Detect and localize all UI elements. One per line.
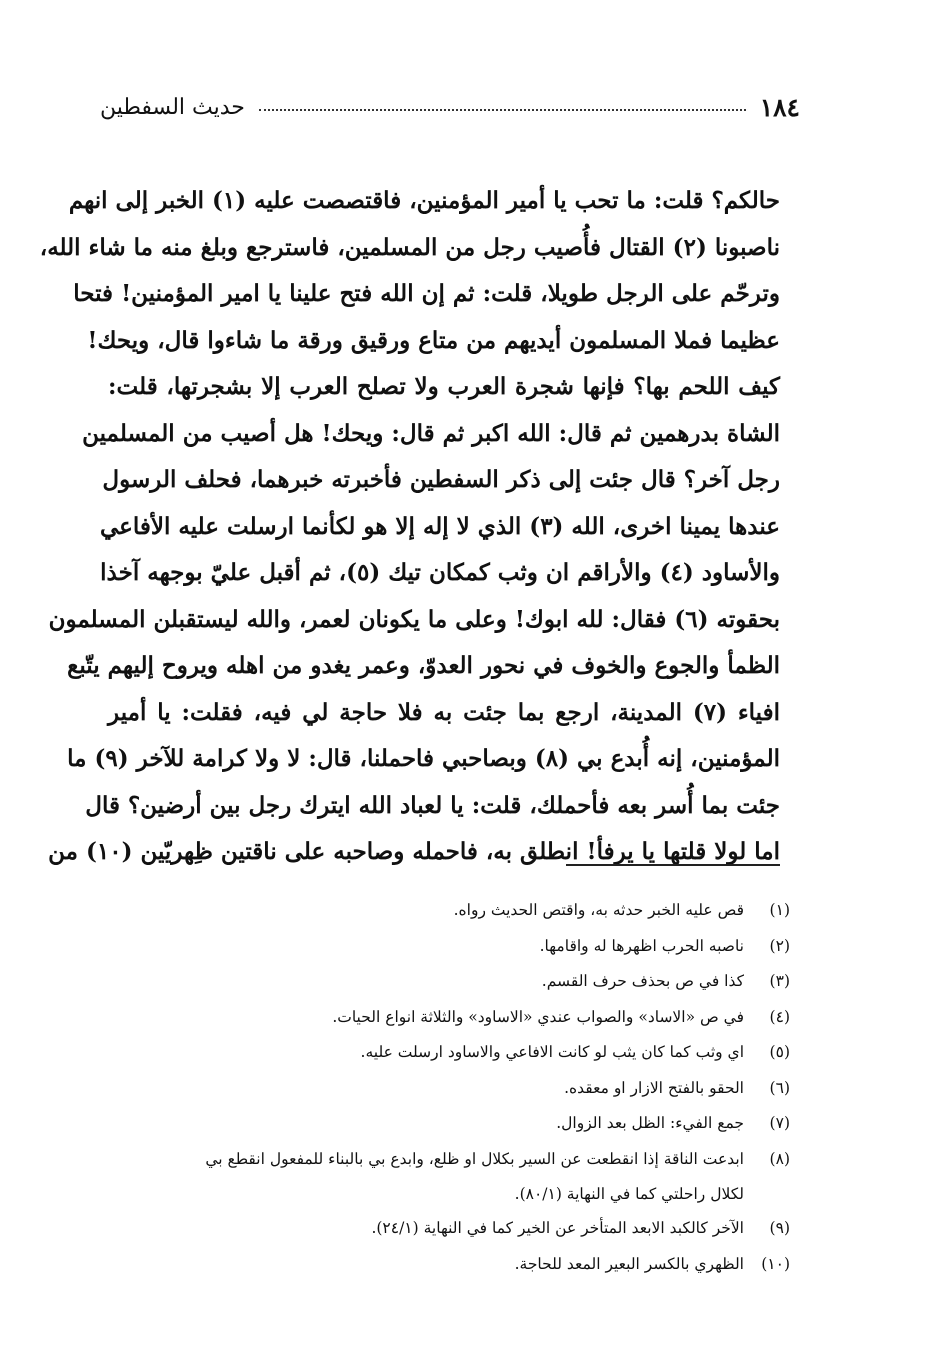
- footnote: [110, 929, 790, 965]
- footnote-number: (٥): [769, 1043, 790, 1061]
- footnote: [110, 1071, 790, 1107]
- footnote-text: الآخر كالكبد الابعد المتأخر عن الخير كما في النهاية (٢٤/١).: [371, 1219, 744, 1237]
- footnote-text: جمع الفيء: الظل بعد الزوال.: [556, 1114, 744, 1132]
- footnote-text: في ص «الاساد» والصواب عندي «الاساود» والثلاثة انواع الحيات.: [332, 1007, 744, 1026]
- text-line: بحقوته (٦) فقال: لله ابوك! وعلى ما يكونان لعمر، والله ليستقبلن المسلمون: [48, 605, 780, 633]
- header-dotted-leader: [259, 109, 746, 111]
- text-line: اما لولا قلتها يا يرفأ! انطلق به، فاحمله وصاحبه على ناقتين ظِهريّين (١٠) من: [48, 838, 780, 865]
- footnote: [110, 964, 790, 1000]
- footnote-text: قص عليه الخبر حدثه به، واقتص الحديث رواه.: [453, 901, 744, 919]
- footnote: [110, 893, 790, 929]
- text-line: المؤمنين، إنه أُبدع بي (٨) وبصاحبي فاحملنا، قال: لا ولا كرامة للآخر (٩) ما: [67, 745, 780, 772]
- footnote-number: (١): [769, 901, 790, 919]
- text-line: رجل آخر؟ قال جئت إلى ذكر السفطين فأخبرته خبرهما، فحلف الرسول: [102, 466, 780, 493]
- footnote-text: ابدعت الناقة إذا انقطعت عن السير بكلال او ظلع، وابدع بي بالبناء للمفعول انقطع بي: [205, 1149, 744, 1168]
- footnote-number: (٤): [769, 1007, 790, 1026]
- footnote: [110, 1000, 790, 1036]
- footnote: [110, 1106, 790, 1142]
- footnote-number: (٢): [769, 936, 790, 955]
- footnote-number: (٩): [769, 1219, 790, 1237]
- text-line: الظمأ والجوع والخوف في نحور العدوّ، وعمر يغدو من اهله ويروح إليهم يتّبع: [67, 652, 780, 679]
- footnote-number: (٨): [769, 1149, 790, 1168]
- footnote-separator: [566, 864, 780, 866]
- footnote-text: اي وثب كما كان يثب لو كانت الافاعي والاساود ارسلت عليه.: [360, 1043, 744, 1061]
- text-line: ناصبونا (٢) القتال فأُصيب رجل من المسلمين، فاسترجع وبلغ منه ما شاء الله،: [39, 233, 780, 261]
- footnotes: [110, 893, 790, 1282]
- footnote-text: الظهري بالكسر البعير المعد للحاجة.: [514, 1254, 744, 1273]
- footnote-number: (١٠): [761, 1254, 790, 1273]
- page-header: [100, 90, 800, 124]
- text-line: الشاة بدرهمين ثم قال: الله اكبر ثم قال: ويحك! هل أصيب من المسلمين: [82, 419, 780, 447]
- footnote-number: (٦): [769, 1078, 790, 1097]
- running-title: حديث السفطين: [100, 94, 245, 120]
- page-number: ١٨٤: [759, 92, 800, 122]
- text-line: عندها يمينا اخرى، الله (٣) الذي لا إله إلا هو لكأنما ارسلت عليه الأفاعي: [99, 512, 780, 540]
- footnote-number: (٣): [769, 972, 790, 990]
- footnote: [110, 1035, 790, 1071]
- text-line: جئت بما أُسر بعه فأحملك، قلت: يا لعباد الله ايترك رجل بين أرضين؟ قال: [85, 791, 780, 819]
- footnote: [110, 1142, 790, 1178]
- text-line: حالكم؟ قلت: ما تحب يا أمير المؤمنين، فاقتصصت عليه (١) الخبر إلى انهم: [68, 187, 780, 214]
- text-line: افياء (٧) المدينة، ارجع بما جئت به فلا حاجة لي فيه، فقلت: يا أمير: [108, 698, 780, 726]
- footnote-number: (٧): [769, 1114, 790, 1132]
- main-text: [39, 178, 780, 876]
- footnote-text: الحقو بالفتح الازار او معقده.: [564, 1078, 744, 1097]
- footnote: [110, 1247, 790, 1283]
- footnote-continuation: لكلال راحلتي كما في النهاية (٨٠/١).: [514, 1185, 744, 1203]
- footnote-text: ناصبه الحرب اظهرها له واقامها.: [539, 936, 744, 955]
- text-line: عظيما فملا المسلمون أيديهم من متاع ورقيق ورقة ما شاءوا قال، ويحك!: [87, 326, 780, 354]
- text-line: وترحّم على الرجل طويلا، قلت: ثم إن الله فتح علينا يا امير المؤمنين! فتحا: [73, 280, 780, 307]
- footnote-text: كذا في ص بحذف حرف القسم.: [541, 972, 744, 990]
- text-line: كيف اللحم بها؟ فإنها شجرة العرب ولا تصلح العرب إلا بشجرتها، قلت:: [108, 373, 780, 400]
- footnote: [110, 1211, 790, 1247]
- text-line: والأساود (٤) والأراقم ان وثب كمكان تيك (٥)، ثم أقبل عليّ بوجهه آخذا: [100, 559, 780, 586]
